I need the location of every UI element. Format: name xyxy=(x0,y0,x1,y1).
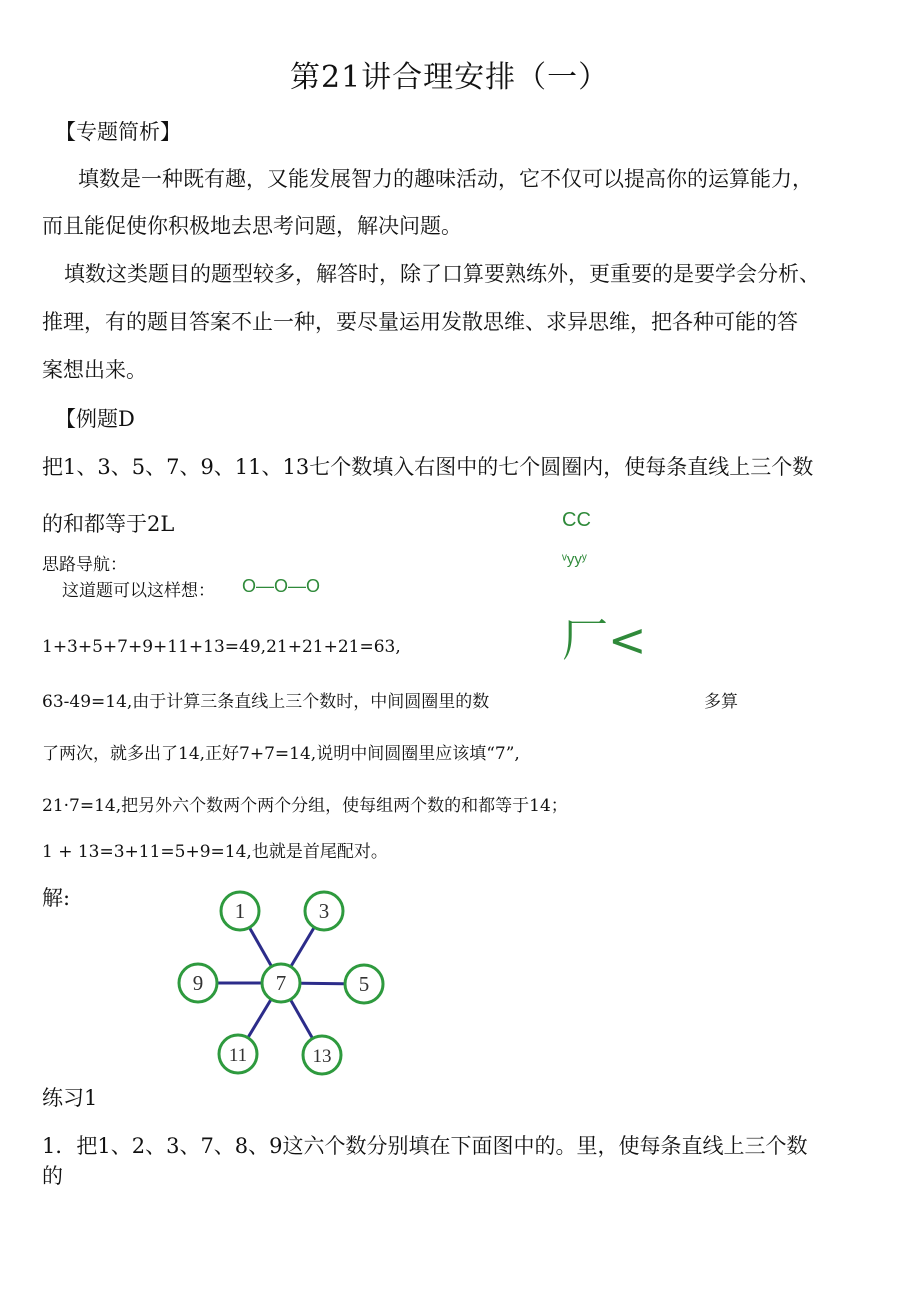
diagram-node-13 xyxy=(303,1036,341,1074)
step-1: 1+3+5+7+9+11+13=49,21+21+21=63, xyxy=(42,637,401,657)
hint-heading: 思路导航： xyxy=(42,555,127,575)
diagram-node-11 xyxy=(219,1035,257,1073)
analysis-para1-line1: 填数是一种既有趣，又能发展智力的趣味活动，它不仅可以提高你的运算能力， xyxy=(78,167,813,191)
exercise-q1-line1: 1．把1、2、3、7、8、9这六个数分别填在下面图中的。里，使每条直线上三个数 xyxy=(42,1134,808,1158)
page-title: 第21讲合理安排（一） xyxy=(290,60,610,95)
diagram-node-1 xyxy=(221,892,259,930)
svg-text:1: 1 xyxy=(234,899,246,923)
svg-text:5: 5 xyxy=(358,972,370,996)
svg-text:3: 3 xyxy=(318,899,330,923)
analysis-para1-line2: 而且能促使你积极地去思考问题，解决问题。 xyxy=(42,214,462,238)
diagram-node-9 xyxy=(179,964,217,1002)
svg-text:13: 13 xyxy=(312,1046,332,1067)
diagram-nodes xyxy=(179,892,383,1074)
step-5: 1 + 13=3+11=5+9=14,也就是首尾配对。 xyxy=(42,842,388,862)
step-3: 了两次，就多出了14,正好7+7=14,说明中间圆圈里应该填“7”, xyxy=(42,744,520,764)
example-heading: 【例题D xyxy=(55,407,135,431)
hint-intro: 这道题可以这样想： xyxy=(62,581,215,601)
diagram-node-5 xyxy=(345,965,383,1003)
figure-fragment-cc: CC xyxy=(562,509,591,531)
exercise-heading: 练习1 xyxy=(42,1086,98,1110)
figure-fragment-yyy: ᵛyyʸ xyxy=(562,551,587,568)
diagram-node-3 xyxy=(305,892,343,930)
svg-text:11: 11 xyxy=(228,1045,248,1066)
example-line1: 把1、3、5、7、9、11、13七个数填入右图中的七个圆圈内，使每条直线上三个数 xyxy=(42,455,814,479)
step-2a: 63-49=14,由于计算三条直线上三个数时，中间圆圈里的数 xyxy=(42,692,490,712)
figure-fragment-lines: 厂< xyxy=(562,613,647,667)
analysis-heading: 【专题简析】 xyxy=(55,120,181,144)
diagram-node-center xyxy=(262,964,300,1002)
star-diagram xyxy=(170,880,400,1080)
solution-label: 解: xyxy=(42,886,71,910)
exercise-q1-line2: 的 xyxy=(42,1164,63,1188)
svg-text:7: 7 xyxy=(275,971,287,995)
svg-text:9: 9 xyxy=(192,971,204,995)
analysis-para2-line3: 案想出来。 xyxy=(42,358,147,382)
example-line2: 的和都等于2L xyxy=(42,512,175,536)
analysis-para2-line1: 填数这类题目的题型较多，解答时，除了口算要熟练外，更重要的是要学会分析、 xyxy=(64,262,820,286)
analysis-para2-line2: 推理，有的题目答案不止一种，要尽量运用发散思维、求异思维，把各种可能的答 xyxy=(42,310,798,334)
step-4: 21·7=14,把另外六个数两个两个分组，使每组两个数的和都等于14； xyxy=(42,796,568,816)
step-2b: 多算 xyxy=(704,692,738,712)
hint-chain: O—O—O xyxy=(242,576,321,596)
